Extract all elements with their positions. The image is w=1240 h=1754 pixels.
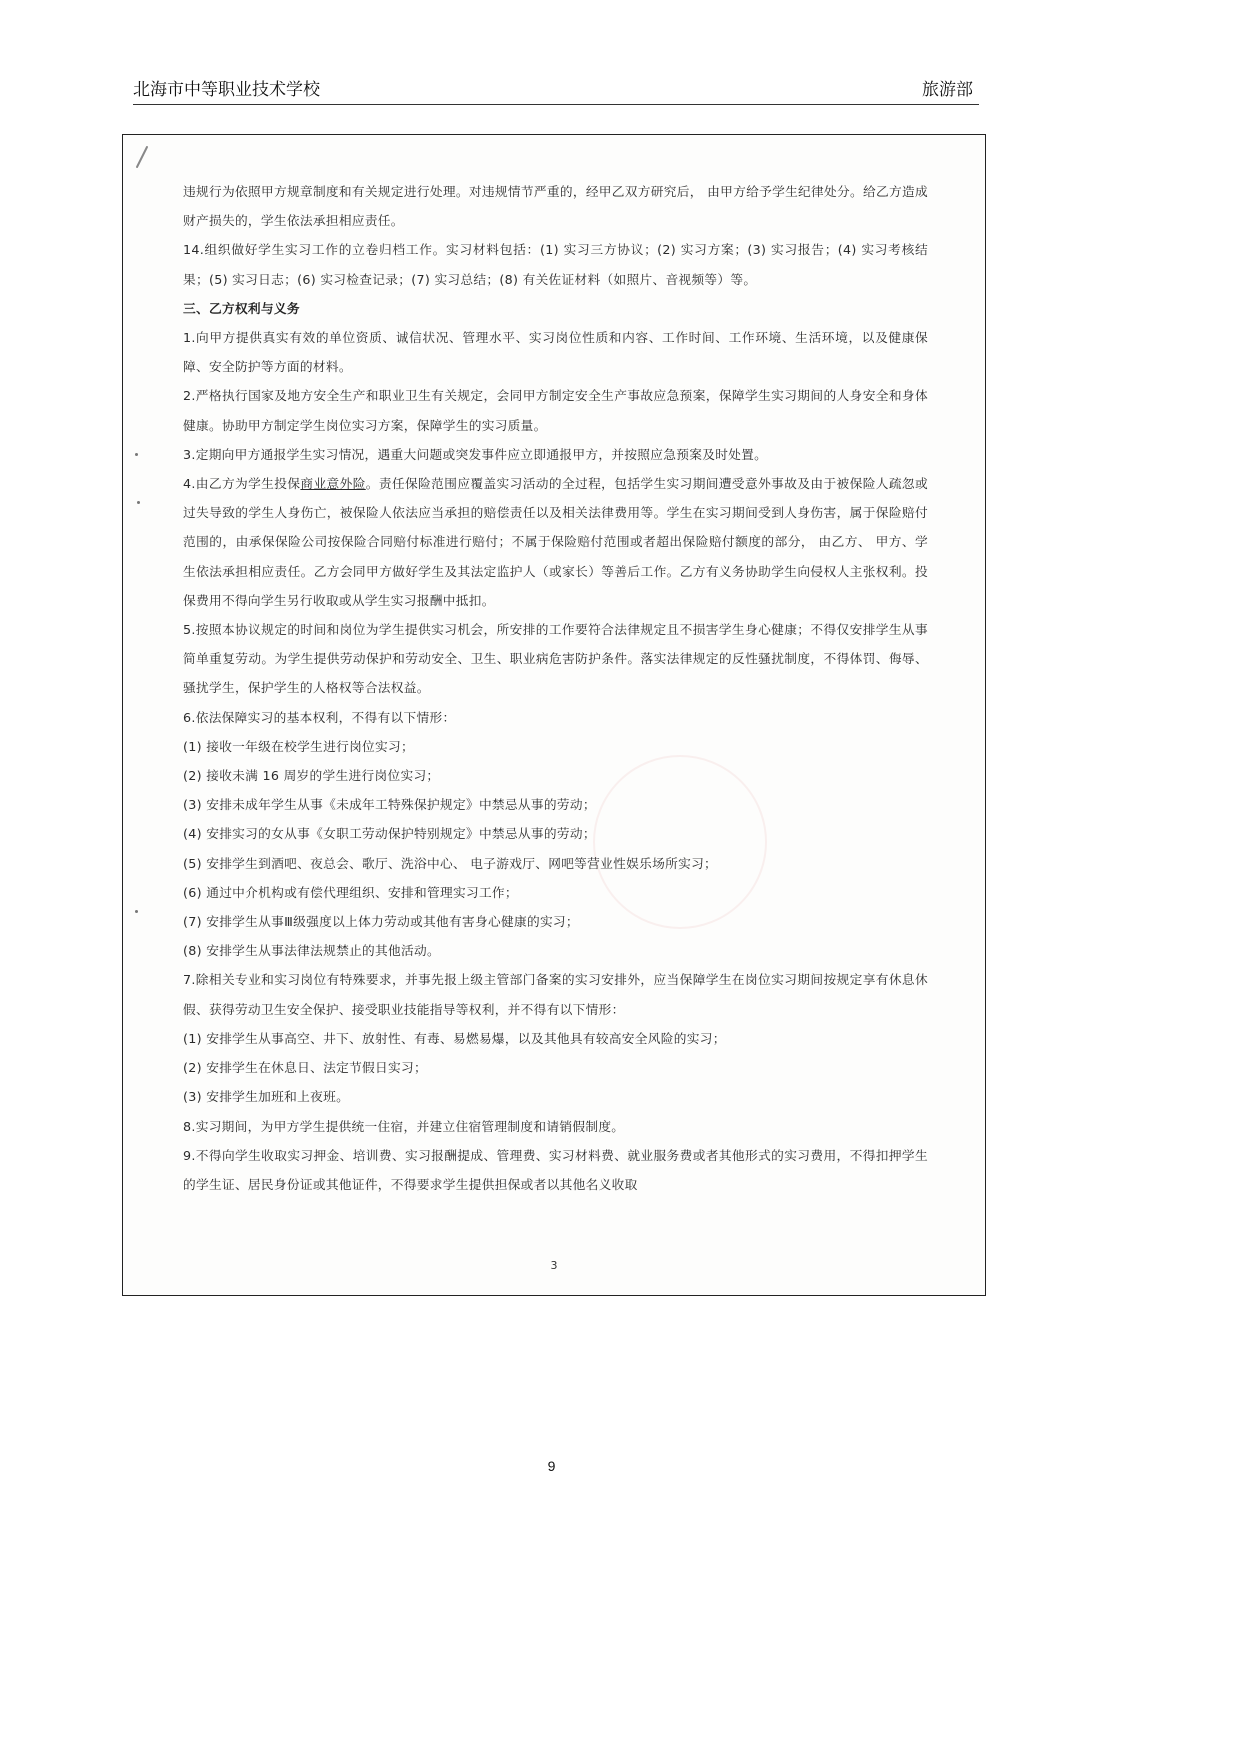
- paragraph-lead: 4.由乙方为学生投保: [183, 476, 301, 492]
- paragraph: 7.除相关专业和实习岗位有特殊要求，并事先报上级主管部门备案的实习安排外，应当保障学生在岗位实习期间按规定享有休息休假、获得劳动卫生安全保护、接受职业技能指导等权利，并不得有以下情形：: [183, 972, 928, 1017]
- paragraph: 1.向甲方提供真实有效的单位资质、诚信状况、管理水平、实习岗位性质和内容、工作时间、工作环境、生活环境，以及健康保障、安全防护等方面的材料。: [183, 330, 928, 375]
- section-heading: 三、乙方权利与义务: [183, 300, 300, 316]
- list-item: (4) 安排实习的女从事《女职工劳动保护特别规定》中禁忌从事的劳动；: [183, 826, 596, 842]
- paragraph: 14.组织做好学生实习工作的立卷归档工作。实习材料包括：(1) 实习三方协议；(2) 实习方案；(3) 实习报告；(4) 实习考核结果；(5) 实习日志；(6) 实习检查记录；(7) 实习总结；(8) 有关佐证材料（如照片、音视频等）等。: [183, 242, 928, 287]
- scan-speck: [135, 453, 138, 456]
- page-header: [133, 78, 979, 105]
- paragraph: 9.不得向学生收取实习押金、培训费、实习报酬提成、管理费、实习材料费、就业服务费或者其他形式的实习费用，不得扣押学生的学生证、居民身份证或其他证件，不得要求学生提供担保或者以其他名义收取: [183, 1147, 928, 1192]
- paragraph: 5.按照本协议规定的时间和岗位为学生提供实习机会，所安排的工作要符合法律规定且不损害学生身心健康；不得仅安排学生从事简单重复劳动。为学生提供劳动保护和劳动安全、卫生、职业病危害防护条件。落实法律规定的反性骚扰制度，不得体罚、侮辱、骚扰学生，保护学生的人格权等合法权益。: [183, 622, 928, 696]
- school-name: 北海市中等职业技术学校: [133, 80, 320, 100]
- department-name: 旅游部: [922, 80, 973, 100]
- underlined-term: 商业意外险: [300, 476, 366, 492]
- paragraph: [183, 469, 928, 615]
- list-item: (2) 安排学生在休息日、法定节假日实习；: [183, 1060, 427, 1076]
- pen-stroke-mark: [133, 145, 151, 171]
- agreement-text: [183, 177, 928, 1199]
- paragraph: 3.定期向甲方通报学生实习情况，遇重大问题或突发事件应立即通报甲方，并按照应急预案及时处置。: [183, 446, 768, 462]
- scan-speck: [137, 501, 140, 504]
- list-item: (7) 安排学生从事Ⅲ级强度以上体力劳动或其他有害身心健康的实习；: [183, 914, 579, 930]
- paragraph: 8.实习期间，为甲方学生提供统一住宿，并建立住宿管理制度和请销假制度。: [183, 1118, 625, 1134]
- list-item: (3) 安排学生加班和上夜班。: [183, 1089, 350, 1105]
- scan-page-number: 3: [550, 1259, 558, 1272]
- list-item: (1) 接收一年级在校学生进行岗位实习；: [183, 738, 415, 754]
- list-item: (5) 安排学生到酒吧、夜总会、歌厅、洗浴中心、 电子游戏厅、网吧等营业性娱乐场所实习；: [183, 855, 718, 871]
- page-number: 9: [547, 1458, 556, 1474]
- paragraph: 2.严格执行国家及地方安全生产和职业卫生有关规定，会同甲方制定安全生产事故应急预案，保障学生实习期间的人身安全和身体健康。协助甲方制定学生岗位实习方案，保障学生的实习质量。: [183, 388, 928, 433]
- list-item: (3) 安排未成年学生从事《未成年工特殊保护规定》中禁忌从事的劳动；: [183, 797, 596, 813]
- list-item: (2) 接收未满 16 周岁的学生进行岗位实习；: [183, 768, 440, 784]
- list-item: (8) 安排学生从事法律法规禁止的其他活动。: [183, 943, 440, 959]
- scanned-agreement-page: [122, 134, 986, 1296]
- paragraph: 违规行为依照甲方规章制度和有关规定进行处理。对违规情节严重的，经甲乙双方研究后， 由甲方给予学生纪律处分。给乙方造成财产损失的，学生依法承担相应责任。: [183, 184, 928, 229]
- scan-speck: [135, 910, 138, 913]
- paragraph-rest: 。责任保险范围应覆盖实习活动的全过程，包括学生实习期间遭受意外事故及由于被保险人疏忽或过失导致的学生人身伤亡，被保险人依法应当承担的赔偿责任以及相关法律费用等。学生在实习期间受到人身伤害，属于保险赔付范围的，由承保保险公司按保险合同赔付标准进行赔付；不属于保险赔付范围或者超出保险赔付额度的部分， 由乙方、 甲方、学生依法承担相应责任。乙方会同甲方做好学生及其法定监护人（或家长）等善后工作。乙方有义务协助学生向侵权人主张权利。投保费用不得向学生另行收取或从学生实习报酬中抵扣。: [183, 476, 928, 608]
- list-item: (1) 安排学生从事高空、井下、放射性、有毒、易燃易爆，以及其他具有较高安全风险的实习；: [183, 1030, 726, 1046]
- paragraph: 6.依法保障实习的基本权利，不得有以下情形：: [183, 709, 456, 725]
- list-item: (6) 通过中介机构或有偿代理组织、安排和管理实习工作；: [183, 884, 518, 900]
